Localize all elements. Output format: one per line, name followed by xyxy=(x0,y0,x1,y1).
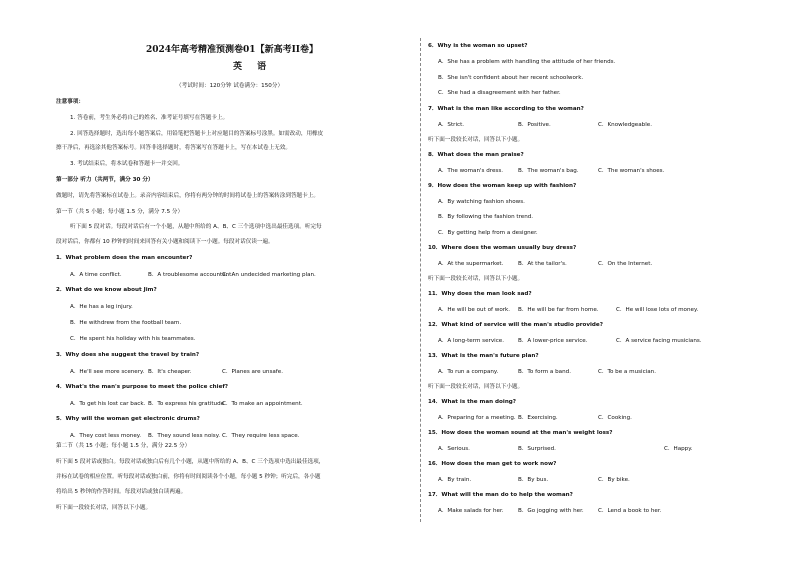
question-text: 4．What's the man's purpose to meet the police chief? xyxy=(56,384,229,390)
answer-option: A．Strict. xyxy=(438,121,465,128)
notice-item: 1. 答卷前，考生务必将自己的姓名、准考证号填写在答题卡上。 xyxy=(70,115,229,121)
question-text: 8．What does the man praise? xyxy=(428,151,524,158)
answer-option: B．By bus. xyxy=(518,477,549,483)
answer-option: C．Knowledgeable. xyxy=(598,121,653,128)
answer-option: C．To be a musician. xyxy=(598,369,656,375)
answer-option: B．To form a band. xyxy=(518,369,571,375)
answer-option: A．To get his lost car back. xyxy=(70,401,146,407)
answer-option: C．She had a disagreement with her father. xyxy=(438,90,561,96)
question-text: 14．What is the man doing? xyxy=(428,399,517,405)
question-text: 3．Why does she suggest the travel by train? xyxy=(56,352,200,358)
answer-option: C．A service facing musicians. xyxy=(616,338,702,344)
right-column xyxy=(420,0,794,562)
exam-title: 2024年高考精准预测卷01【新高考II卷】 xyxy=(146,45,318,55)
section-note: 听下面一段较长对话，回答以下小题。 xyxy=(428,384,524,390)
answer-option: A．A long-term service. xyxy=(438,338,504,344)
answer-option: A．The woman's dress. xyxy=(438,167,504,174)
answer-option: A．Make salads for her. xyxy=(438,508,504,514)
section2-desc: 听下面一段较长对话，回答以下小题。 xyxy=(56,505,152,511)
notice-heading: 注意事项： xyxy=(56,99,84,105)
answer-option: C．On the Internet. xyxy=(598,261,653,267)
answer-option: C．To make an appointment. xyxy=(222,401,303,407)
question-text: 11．Why does the man look sad? xyxy=(428,291,532,297)
exam-info: （考试时间：120分钟 试卷满分：150分） xyxy=(176,83,284,89)
question-text: 5．Why will the woman get electronic drums? xyxy=(56,416,200,422)
answer-option: C．Cooking. xyxy=(598,415,632,421)
answer-option: B．Exercising. xyxy=(518,415,558,421)
question-text: 2．What do we know about Jim? xyxy=(56,287,157,293)
section1-desc: 听下面 5 段对话。每段对话后有一个小题，从题中所给的 A、B、C 三个选项中选出最佳选项。听完每 xyxy=(70,224,322,230)
answer-option: B．She isn't confident about her recent schoolwork. xyxy=(438,74,584,81)
answer-option: C．An undecided marketing plan. xyxy=(222,272,316,278)
answer-option: C．He will lose lots of money. xyxy=(616,307,699,313)
question-text: 7．What is the man like according to the woman? xyxy=(428,105,584,112)
answer-option: B．A lower-price service. xyxy=(518,338,588,344)
answer-option: C．Lend a book to her. xyxy=(598,508,662,514)
answer-option: A．He will be out of work. xyxy=(438,307,511,313)
question-text: 12．What kind of service will the man's studio provide? xyxy=(428,322,603,328)
answer-option: C．The woman's shoes. xyxy=(598,167,665,174)
section2-desc: 将给出 5 秒钟的作答时间。每段对话或独白读两遍。 xyxy=(56,489,187,495)
answer-option: A．By watching fashion shows. xyxy=(438,198,525,205)
answer-option: A．At the supermarket. xyxy=(438,261,504,267)
section1-heading: 第一节（共 5 小题；每小题 1.5 分，满分 7.5 分） xyxy=(56,209,184,215)
question-text: 1．What problem does the man encounter? xyxy=(56,255,193,261)
answer-option: B．A troublesome accountant. xyxy=(148,272,234,278)
section-note: 听下面一段较长对话，回答以下小题。 xyxy=(428,136,524,143)
answer-option: B．By following the fashion trend. xyxy=(438,214,534,220)
answer-option: C．Happy. xyxy=(664,446,693,452)
answer-option: C．They require less space. xyxy=(222,433,300,439)
question-text: 9．How does the woman keep up with fashion? xyxy=(428,182,577,189)
section-note: 听下面一段较长对话，回答以下小题。 xyxy=(428,276,524,282)
question-text: 15．How does the woman sound at the man's weight loss? xyxy=(428,430,613,436)
answer-option: B．The woman's bag. xyxy=(518,167,579,174)
answer-option: A．She has a problem with handling the attitude of her friends. xyxy=(438,59,616,65)
part1-intro: 做题时，请先将答案标在试卷上。录音内容结束后，你将有两分钟的时间将试卷上的答案转涂到答题卡上。 xyxy=(56,193,319,199)
question-text: 10．Where does the woman usually buy dress? xyxy=(428,245,577,251)
part1-heading: 第一部分 听力（共两节，满分 30 分） xyxy=(56,177,154,183)
answer-option: C．He spent his holiday with his teammates. xyxy=(70,336,196,342)
answer-option: A．He has a leg injury. xyxy=(70,304,133,310)
section2-heading: 第二节（共 15 小题；每小题 1.5 分，满分 22.5 分） xyxy=(56,443,191,449)
answer-option: A．By train. xyxy=(438,477,472,483)
answer-option: A．They cost less money. xyxy=(70,433,142,439)
subject-title: 英 语 xyxy=(233,62,273,72)
notice-item: 2. 回答选择题时，选出每小题答案后，用铅笔把答题卡上对应题目的答案标号涂黑。如需改动，用橡皮 xyxy=(70,131,324,137)
answer-option: B．He withdrew from the football team. xyxy=(70,320,182,326)
answer-option: B．Go jogging with her. xyxy=(518,508,584,514)
notice-item: 擦干净后，再选涂其他答案标号。回答非选择题时，将答案写在答题卡上，写在本试卷上无效。 xyxy=(56,145,291,151)
answer-option: A．A time conflict. xyxy=(70,272,122,278)
answer-option: C．By bike. xyxy=(598,477,630,483)
answer-option: B．Positive. xyxy=(518,121,551,128)
notice-item: 3. 考试结束后，将本试卷和答题卡一并交回。 xyxy=(70,161,184,167)
answer-option: B．It's cheaper. xyxy=(148,369,192,375)
question-text: 17．What will the man do to help the woman? xyxy=(428,492,573,498)
answer-option: A．To run a company. xyxy=(438,369,499,375)
answer-option: A．Serious. xyxy=(438,446,470,452)
section1-desc: 段对话后，你都有 10 秒钟的时间来回答有关小题和阅读下一小题。每段对话仅读一遍。 xyxy=(56,239,274,245)
answer-option: C．Planes are unsafe. xyxy=(222,369,283,375)
answer-option: C．By getting help from a designer. xyxy=(438,229,538,236)
question-text: 13．What is the man's future plan? xyxy=(428,353,539,359)
question-text: 16．How does the man get to work now? xyxy=(428,461,557,467)
answer-option: B．They sound less noisy. xyxy=(148,433,221,439)
answer-option: A．Preparing for a meeting. xyxy=(438,415,516,421)
answer-option: B．To express his gratitude. xyxy=(148,401,226,407)
answer-option: A．He'll see more scenery. xyxy=(70,369,145,375)
answer-option: B．At the tailor's. xyxy=(518,261,567,267)
question-text: 6．Why is the woman so upset? xyxy=(428,43,528,49)
section2-desc: 听下面 5 段对话或独白。每段对话或独白后有几个小题，从题中所给的 A、B、C 三个选项中选出最佳选项， xyxy=(56,459,325,465)
answer-option: B．He will be far from home. xyxy=(518,307,599,313)
answer-option: B．Surprised. xyxy=(518,446,556,452)
section2-desc: 并标在试卷的相应位置。听每段对话或独白前，你将有时间阅读各个小题，每小题 5 秒钟；听完后，各小题 xyxy=(56,474,321,480)
